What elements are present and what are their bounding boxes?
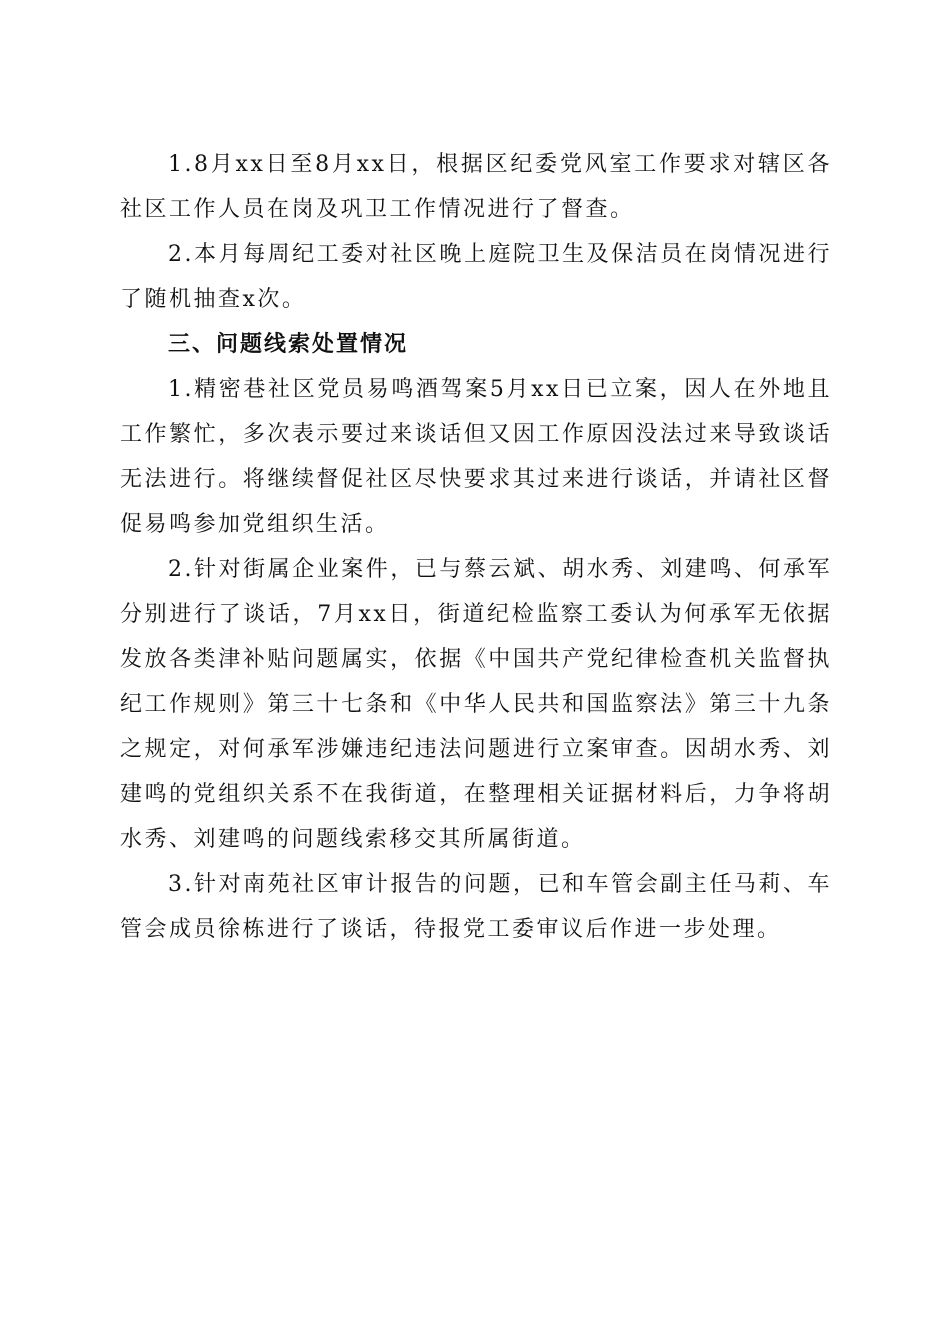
paragraph-inspection-august: 1.8月xx日至8月xx日，根据区纪委党风室工作要求对辖区各社区工作人员在岗及巩卫工作情况进行了督查。 [120,152,832,222]
document-body [120,142,832,952]
paragraph-case-audit-report: 3.针对南苑社区审计报告的问题，已和车管会副主任马莉、车管会成员徐栋进行了谈话，待报党工委审议后作进一步处理。 [120,872,832,942]
paragraph-case-drunk-driving: 1.精密巷社区党员易鸣酒驾案5月xx日已立案，因人在外地且工作繁忙，多次表示要过来谈话但又因工作原因没法过来导致谈话无法进行。将继续督促社区尽快要求其过来进行谈话，并请社区督促易鸣参加党组织生活。 [120,377,832,537]
paragraph-weekly-spot-check: 2.本月每周纪工委对社区晚上庭院卫生及保洁员在岗情况进行了随机抽查x次。 [120,242,832,312]
paragraph-case-enterprise: 2.针对街属企业案件，已与蔡云斌、胡水秀、刘建鸣、何承军分别进行了谈话，7月xx日，街道纪检监察工委认为何承军无依据发放各类津补贴问题属实，依据《中国共产党纪律检查机关监督执纪工作规则》第三十七条和《中华人民共和国监察法》第三十九条之规定，对何承军涉嫌违纪违法问题进行立案审查。因胡水秀、刘建鸣的党组织关系不在我街道，在整理相关证据材料后，力争将胡水秀、刘建鸣的问题线索移交其所属街道。 [120,557,832,852]
section-heading-problem-clues: 三、问题线索处置情况 [168,332,409,357]
